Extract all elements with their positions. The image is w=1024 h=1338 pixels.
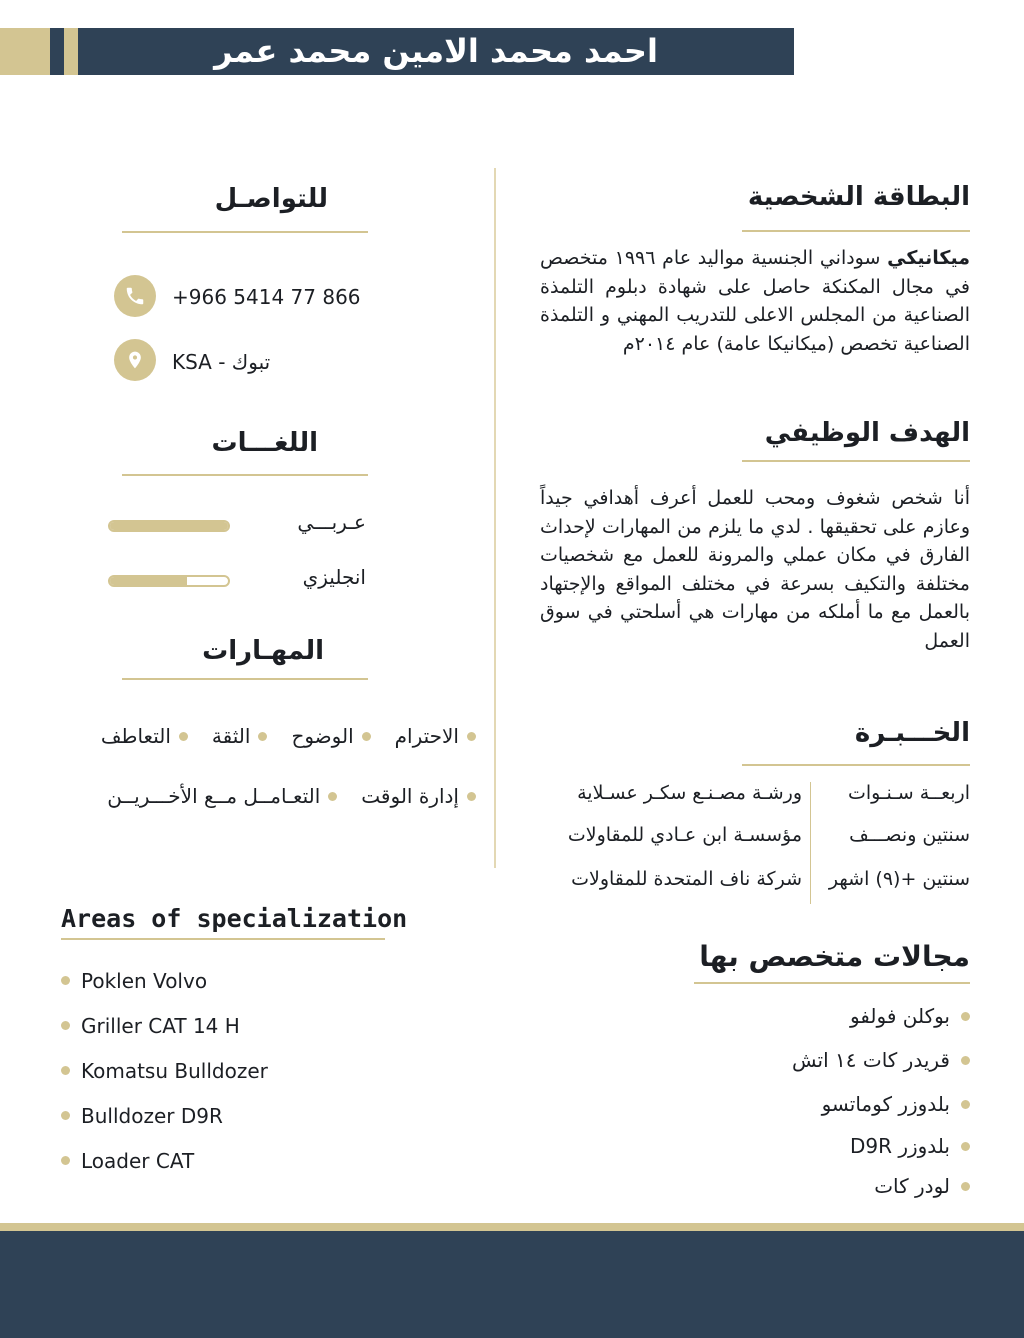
profile-lead: ميكانيكي <box>887 247 970 269</box>
bullet-dot <box>61 1111 70 1120</box>
profile-body: سوداني الجنسية مواليد عام ١٩٩٦ متخصص في مجال المكنكة حاصل على شهادة دبلوم التلمذة الصناعية من المجلس الاعلى للتدريب المهني و التلمذة الصناعية تخصص (ميكانيكا عامة) عام ٢٠١٤م <box>540 247 970 355</box>
list-item: Poklen Volvo <box>61 958 441 1003</box>
bullet-dot <box>961 1142 970 1151</box>
skill-item: التعـامــل مــع الأخـــريــن <box>107 784 337 808</box>
specialization-en-title: Areas of specialization <box>61 904 408 933</box>
list-item: بوكلن فولفو <box>550 994 970 1038</box>
skills-title: المهـارات <box>202 636 324 666</box>
skill-item: الوضوح <box>291 724 370 748</box>
bullet-dot <box>961 1012 970 1021</box>
bullet-dot <box>61 1066 70 1075</box>
specialization-ar-rule <box>694 982 970 984</box>
experience-title: الخـــبـرة <box>854 718 970 748</box>
language-level-arabic <box>110 522 228 530</box>
specialization-en-list <box>61 958 441 1183</box>
column-divider <box>494 168 496 868</box>
objective-rule <box>742 460 970 462</box>
map-pin-icon <box>125 349 145 371</box>
header-accent-navy <box>50 28 64 75</box>
bullet-dot <box>328 792 337 801</box>
profile-title: البطاقة الشخصية <box>747 182 970 212</box>
list-item: Loader CAT <box>61 1138 441 1183</box>
experience-place-1: ورشـة مصـنـع سكـر عسـلاية <box>577 782 802 804</box>
location-icon-badge <box>114 339 156 381</box>
language-level-english <box>110 577 187 585</box>
footer-bar <box>0 1231 1024 1338</box>
profile-text <box>540 244 970 358</box>
experience-place-3: شركة ناف المتحدة للمقاولات <box>571 868 802 890</box>
language-name-english: انجليزي <box>302 565 366 589</box>
experience-column-divider <box>810 782 811 904</box>
header-accent-gold <box>0 28 50 75</box>
language-bar-arabic <box>108 520 230 532</box>
specialization-ar-list <box>550 994 970 1206</box>
contact-phone: +966 5414 77 866 <box>172 285 361 309</box>
phone-icon <box>124 285 146 307</box>
list-item: Komatsu Bulldozer <box>61 1048 441 1093</box>
bullet-dot <box>258 732 267 741</box>
specialization-en-rule <box>61 938 385 940</box>
experience-duration-1: اربعــة سـنـوات <box>847 782 970 804</box>
bullet-dot <box>362 732 371 741</box>
contact-rule <box>122 231 368 233</box>
skills-row-1 <box>101 724 476 748</box>
list-item: لودر كات <box>550 1166 970 1206</box>
bullet-dot <box>467 792 476 801</box>
contact-location: تبوك - KSA <box>172 350 271 374</box>
experience-duration-3: سنتين +(٩) اشهر <box>828 868 970 890</box>
bullet-dot <box>467 732 476 741</box>
skill-item: الثقة <box>212 724 268 748</box>
languages-title: اللغـــات <box>211 428 318 458</box>
profile-rule <box>742 230 970 232</box>
skill-item: التعاطف <box>101 724 188 748</box>
experience-rule <box>742 764 970 766</box>
bullet-dot <box>961 1182 970 1191</box>
bullet-dot <box>61 976 70 985</box>
bullet-dot <box>61 1021 70 1030</box>
list-item: بلدوزر كوماتسو <box>550 1082 970 1126</box>
list-item: بلدوزر D9R <box>550 1126 970 1166</box>
bullet-dot <box>179 732 188 741</box>
bullet-dot <box>61 1156 70 1165</box>
specialization-ar-title: مجالات متخصص بها <box>699 940 970 973</box>
contact-title: للتواصـل <box>214 184 328 214</box>
objective-text: أنا شخص شغوف ومحب للعمل أعرف أهدافي جيداً وعازم على تحقيقها . لدي ما يلزم من المهارات لإحداث الفارق في مكان عملي والمرونة للعمل مع شخصيات مختلفة والتكيف بسرعة في مختلف المواقع والإجتهاد بالعمل مع ما أملكه من مهارات هي أسلحتي في سوق العمل <box>540 487 970 652</box>
language-name-arabic: عـربـــي <box>297 510 366 534</box>
list-item: قريدر كات ١٤ اتش <box>550 1038 970 1082</box>
bullet-dot <box>961 1056 970 1065</box>
footer-accent <box>0 1223 1024 1231</box>
list-item: Griller CAT 14 H <box>61 1003 441 1048</box>
list-item: Bulldozer D9R <box>61 1093 441 1138</box>
skills-row-2 <box>107 784 476 808</box>
language-bar-english <box>108 575 230 587</box>
skill-item: الاحترام <box>395 724 476 748</box>
bullet-dot <box>961 1100 970 1109</box>
experience-duration-2: سنتين ونصـــف <box>849 824 970 846</box>
languages-rule <box>122 474 368 476</box>
objective-title: الهدف الوظيفي <box>764 418 970 448</box>
skill-item: إدارة الوقت <box>361 784 476 808</box>
phone-icon-badge <box>114 275 156 317</box>
header-accent-gold-strip <box>64 28 78 75</box>
experience-place-2: مؤسسـة ابن عـادي للمقاولات <box>567 824 802 846</box>
skills-rule <box>122 678 368 680</box>
candidate-name: احمد محمد الامين محمد عمر <box>214 32 658 70</box>
